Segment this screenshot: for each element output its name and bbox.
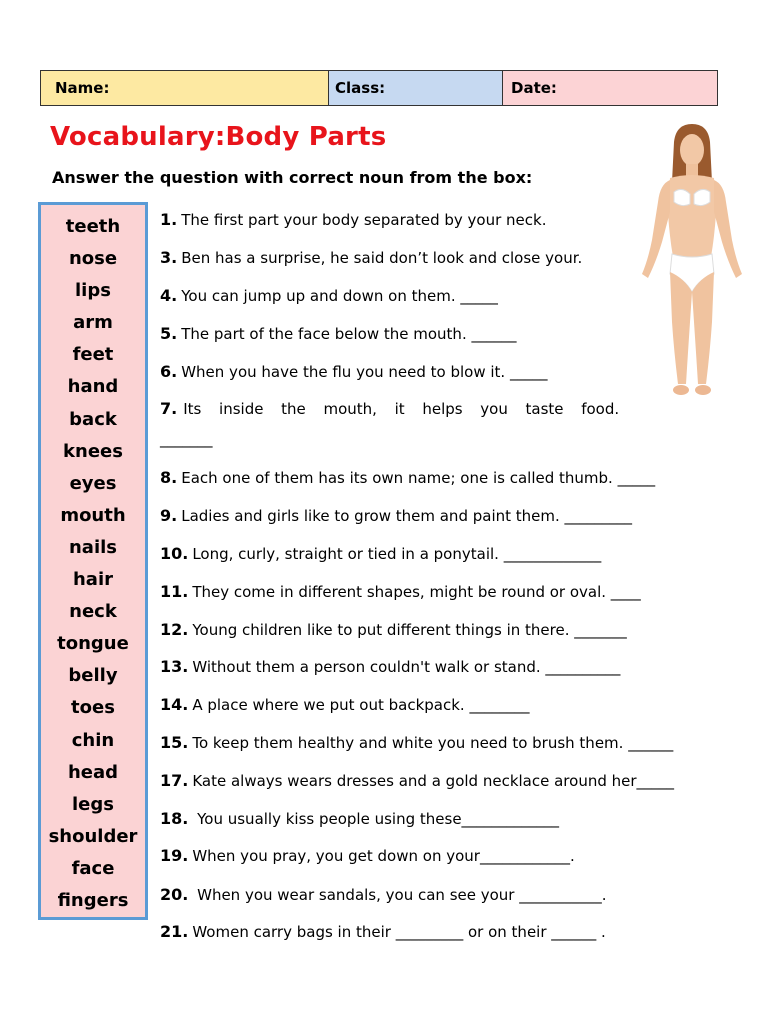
word-box-item: eyes	[69, 472, 117, 494]
instructions: Answer the question with correct noun from the box:	[52, 168, 533, 187]
question-text: When you pray, you get down on your____________.	[192, 847, 575, 865]
question-number: 18.	[160, 809, 189, 828]
question-text: Long, curly, straight or tied in a ponytail. _____________	[192, 545, 602, 563]
question-number: 7.	[160, 399, 178, 418]
question-number: 15.	[160, 733, 189, 752]
word-box-item: feet	[72, 344, 114, 366]
question-item	[160, 657, 725, 676]
question-number: 3.	[160, 248, 178, 267]
question-word: food.	[581, 400, 620, 418]
word-box-item: head	[67, 761, 119, 783]
word-box-item: hair	[72, 569, 113, 591]
word-box-item: nails	[68, 536, 117, 558]
question-item	[160, 506, 725, 525]
word-box-item: tongue	[57, 633, 129, 655]
question-word: the	[281, 400, 306, 418]
class-field[interactable]	[329, 71, 503, 105]
word-box-item: face	[71, 857, 115, 879]
word-box	[38, 202, 148, 920]
word-box-item: chin	[71, 729, 115, 751]
question-text: The first part your body separated by your neck.	[181, 211, 547, 229]
question-word: inside	[219, 400, 264, 418]
date-label: Date:	[511, 79, 557, 97]
question-number: 21.	[160, 922, 189, 941]
question-text: Without them a person couldn't walk or stand. __________	[192, 658, 621, 676]
question-item	[160, 846, 725, 865]
question-word: Its	[183, 400, 202, 418]
question-number: 13.	[160, 657, 189, 676]
question-number: 19.	[160, 846, 189, 865]
word-box-item: legs	[72, 793, 114, 815]
question-number: 4.	[160, 286, 178, 305]
answer-blank[interactable]: _______	[160, 430, 213, 448]
word-box-item: mouth	[60, 504, 126, 526]
question-number: 6.	[160, 362, 178, 381]
header-info-bar	[40, 70, 718, 106]
word-box-item: nose	[68, 248, 118, 270]
word-box-item: lips	[75, 280, 111, 302]
question-item	[160, 922, 725, 941]
question-text: The part of the face below the mouth. ______	[181, 325, 517, 343]
question-text: They come in different shapes, might be round or oval. ____	[192, 583, 641, 601]
question-text: Ladies and girls like to grow them and paint them. _________	[181, 507, 633, 525]
question-item	[160, 885, 725, 904]
question-item	[160, 809, 725, 828]
word-box-item: neck	[69, 601, 117, 623]
word-box-item: belly	[68, 665, 118, 687]
question-number: 20.	[160, 885, 189, 904]
question-word: it	[394, 400, 405, 418]
question-number: 11.	[160, 582, 189, 601]
question-text: You can jump up and down on them. _____	[181, 287, 498, 305]
word-box-item: fingers	[57, 889, 129, 911]
date-field[interactable]	[503, 71, 717, 105]
question-item	[160, 582, 725, 601]
question-text: When you wear sandals, you can see your ___________.	[192, 886, 607, 904]
question-text: Ben has a surprise, he said don’t look and close your.	[181, 249, 583, 267]
question-text: A place where we put out backpack. ________	[192, 696, 530, 714]
question-item	[160, 286, 725, 305]
word-box-item: teeth	[65, 216, 121, 237]
word-box-item: back	[69, 408, 117, 430]
word-box-item: hand	[67, 376, 119, 398]
question-text: When you have the flu you need to blow it. _____	[181, 363, 548, 381]
question-word: mouth,	[323, 400, 377, 418]
word-box-item: toes	[71, 697, 115, 719]
question-text: Women carry bags in their _________ or on their ______ .	[192, 923, 606, 941]
name-field[interactable]	[41, 71, 329, 105]
question-number: 14.	[160, 695, 189, 714]
word-box-item: knees	[63, 440, 123, 462]
question-word: you	[480, 400, 508, 418]
question-text: Kate always wears dresses and a gold necklace around her_____	[192, 772, 675, 790]
page-title: Vocabulary:Body Parts	[50, 122, 387, 152]
question-number: 12.	[160, 620, 189, 639]
question-number: 5.	[160, 324, 178, 343]
question-number: 9.	[160, 506, 178, 525]
word-box-item: arm	[73, 312, 113, 334]
question-number: 8.	[160, 468, 178, 487]
question-text: To keep them healthy and white you need to brush them. ______	[192, 734, 674, 752]
question-text: Young children like to put different things in there. _______	[192, 621, 627, 639]
question-item	[160, 248, 725, 267]
question-item	[160, 733, 725, 752]
class-label: Class:	[335, 79, 386, 97]
question-number: 17.	[160, 771, 189, 790]
question-item	[160, 468, 725, 487]
question-item	[160, 210, 725, 229]
name-label: Name:	[55, 79, 110, 97]
question-item	[160, 324, 725, 343]
question-text: You usually kiss people using these_____________	[192, 810, 560, 828]
question-item	[160, 544, 725, 563]
question-number: 1.	[160, 210, 178, 229]
question-item	[160, 399, 725, 448]
question-word: taste	[525, 400, 564, 418]
question-item	[160, 771, 725, 790]
question-item	[160, 620, 725, 639]
question-word: helps	[422, 400, 463, 418]
question-item	[160, 362, 725, 381]
word-box-item: shoulder	[48, 825, 138, 847]
question-text: Each one of them has its own name; one is called thumb. _____	[181, 469, 656, 487]
question-item	[160, 695, 725, 714]
question-number: 10.	[160, 544, 189, 563]
